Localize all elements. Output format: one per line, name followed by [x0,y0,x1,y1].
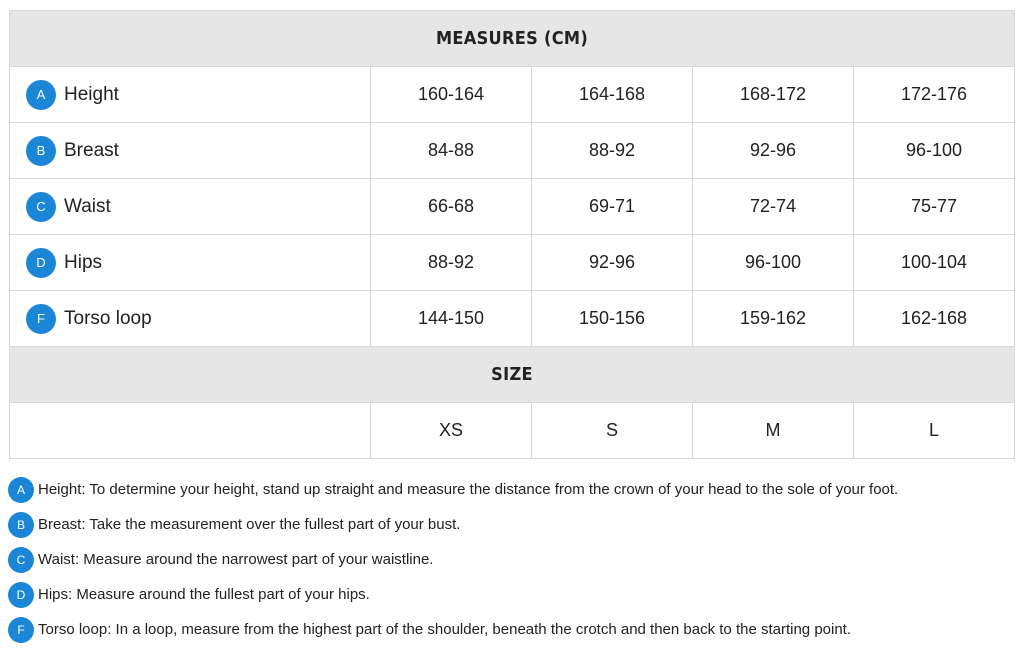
note-hips [8,577,1013,612]
table-cell: 96-100 [854,123,1015,179]
table-row-torso-loop [10,291,1015,347]
table-cell: 160-164 [371,67,532,123]
table-row-breast [10,123,1015,179]
row-label-cell [10,67,371,123]
badge-f-icon: F [26,304,56,334]
table-cell: 92-96 [532,235,693,291]
note-text: Hips: Measure around the fullest part of your hips. [38,586,370,603]
table-cell: 162-168 [854,291,1015,347]
table-cell: 144-150 [371,291,532,347]
row-label: Height [64,83,119,105]
table-cell: 69-71 [532,179,693,235]
badge-b-icon: B [8,512,34,538]
note-breast [8,507,1013,542]
note-text: Torso loop: In a loop, measure from the highest part of the shoulder, beneath the crotch and then back to the starting point. [38,621,852,638]
table-cell: 168-172 [693,67,854,123]
size-cell-m: M [693,403,854,459]
badge-d-icon: D [8,582,34,608]
measures-header-row [10,11,1015,67]
size-cell-s: S [532,403,693,459]
row-label-cell [10,179,371,235]
badge-a-icon: A [8,477,34,503]
row-label: Waist [64,195,111,217]
size-chart [9,10,1014,459]
table-cell: 88-92 [371,235,532,291]
size-header: SIZE [10,347,1015,403]
note-waist [8,542,1013,577]
note-height [8,472,1013,507]
note-torso-loop [8,612,1013,647]
measurement-notes [8,472,1013,647]
empty-cell [10,403,371,459]
row-label-cell [10,123,371,179]
size-cell-l: L [854,403,1015,459]
badge-c-icon: C [26,192,56,222]
table-cell: 100-104 [854,235,1015,291]
row-label-cell [10,291,371,347]
row-label: Breast [64,139,119,161]
table-cell: 172-176 [854,67,1015,123]
table-row-height [10,67,1015,123]
size-header-row [10,347,1015,403]
table-cell: 72-74 [693,179,854,235]
note-text: Breast: Take the measurement over the fullest part of your bust. [38,516,461,533]
table-row-waist [10,179,1015,235]
table-cell: 92-96 [693,123,854,179]
row-label: Torso loop [64,307,152,329]
size-cell-xs: XS [371,403,532,459]
badge-c-icon: C [8,547,34,573]
size-table [9,10,1015,459]
table-cell: 96-100 [693,235,854,291]
table-cell: 159-162 [693,291,854,347]
table-cell: 88-92 [532,123,693,179]
row-label-cell [10,235,371,291]
note-text: Waist: Measure around the narrowest part of your waistline. [38,551,434,568]
badge-f-icon: F [8,617,34,643]
badge-b-icon: B [26,136,56,166]
measures-header: MEASURES (CM) [10,11,1015,67]
badge-a-icon: A [26,80,56,110]
size-row [10,403,1015,459]
note-text: Height: To determine your height, stand up straight and measure the distance from the crown of your head to the sole of your foot. [38,481,899,498]
row-label: Hips [64,251,103,273]
table-cell: 164-168 [532,67,693,123]
table-cell: 84-88 [371,123,532,179]
table-cell: 150-156 [532,291,693,347]
table-row-hips [10,235,1015,291]
table-cell: 66-68 [371,179,532,235]
badge-d-icon: D [26,248,56,278]
table-cell: 75-77 [854,179,1015,235]
